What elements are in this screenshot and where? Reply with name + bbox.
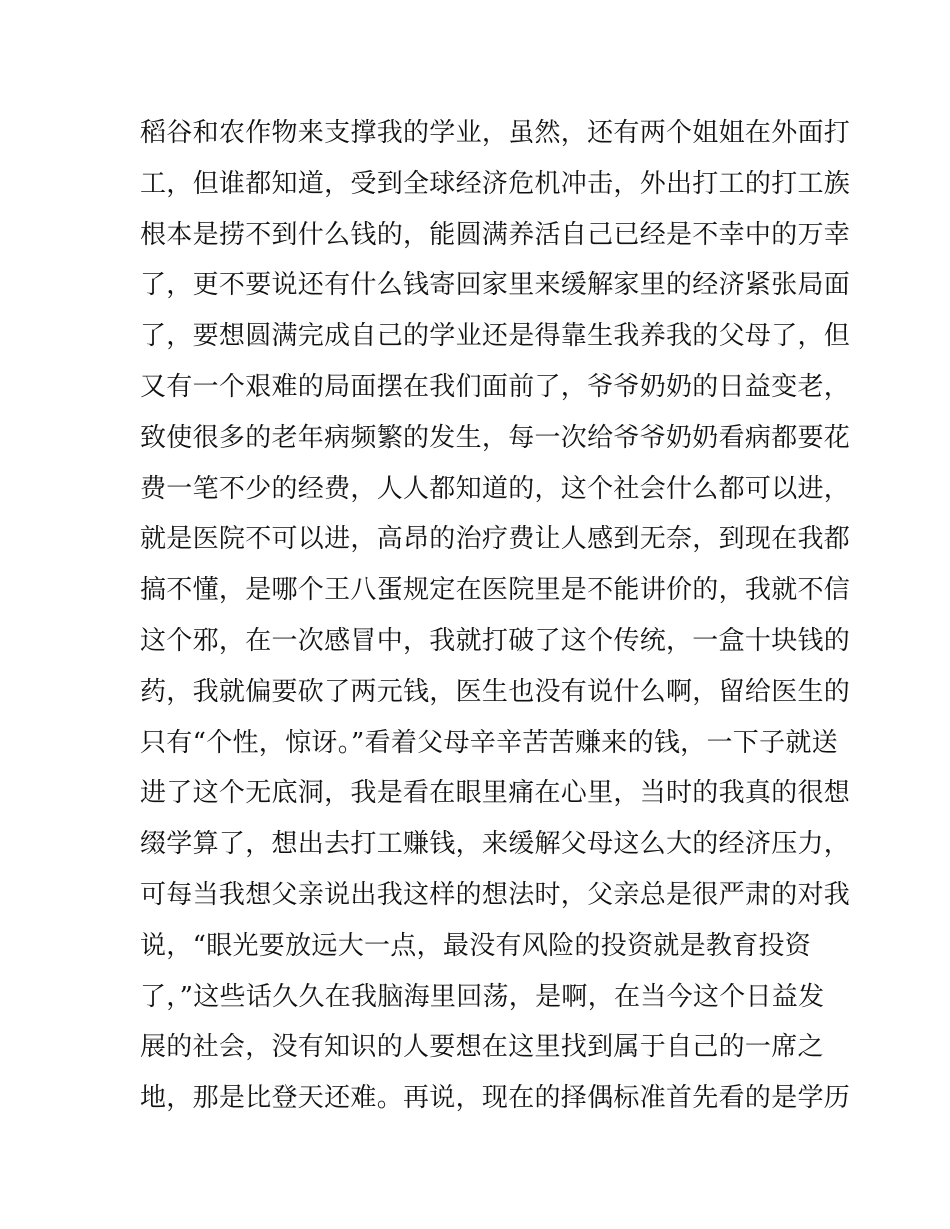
text-line: 了，”这些话久久在我脑海里回荡，是啊，在当今这个日益发: [140, 981, 825, 1012]
text-line: 工，但谁都知道，受到全球经济危机冲击，外出打工的打工族: [140, 168, 851, 199]
text-line: 地，那是比登天还难。再说，现在的择偶标准首先看的是学历: [140, 1083, 851, 1114]
body-text: [140, 108, 851, 1124]
text-line: 了，要想圆满完成自己的学业还是得靠生我养我的父母了，但: [140, 321, 851, 352]
text-line: 展的社会，没有知识的人要想在这里找到属于自己的一席之: [140, 1032, 824, 1063]
text-line: 又有一个艰难的局面摆在我们面前了，爷爷奶奶的日益变老，: [140, 371, 851, 402]
text-line: 可每当我想父亲说出我这样的想法时，父亲总是很严肃的对我: [140, 879, 851, 910]
text-line: 说，“眼光要放远大一点，最没有风险的投资就是教育投资: [140, 930, 812, 961]
text-line: 只有“个性，惊讶。”看着父母辛辛苦苦赚来的钱，一下子就送: [140, 727, 838, 758]
text-line: 致使很多的老年病频繁的发生，每一次给爷爷奶奶看病都要花: [140, 422, 851, 453]
text-line: 费一笔不少的经费，人人都知道的，这个社会什么都可以进，: [140, 473, 851, 504]
text-line: 就是医院不可以进，高昂的治疗费让人感到无奈，到现在我都: [140, 524, 851, 555]
text-line: 这个邪，在一次感冒中，我就打破了这个传统，一盒十块钱的: [140, 625, 851, 656]
text-line: 进了这个无底洞，我是看在眼里痛在心里，当时的我真的很想: [140, 778, 851, 809]
text-line: 根本是捞不到什么钱的，能圆满养活自己已经是不幸中的万幸: [140, 219, 851, 250]
text-line: 了，更不要说还有什么钱寄回家里来缓解家里的经济紧张局面: [140, 270, 851, 301]
text-line: 药，我就偏要砍了两元钱，医生也没有说什么啊，留给医生的: [140, 676, 851, 707]
text-line: 搞不懂，是哪个王八蛋规定在医院里是不能讲价的，我就不信: [140, 575, 851, 606]
text-line: 稻谷和农作物来支撑我的学业，虽然，还有两个姐姐在外面打: [140, 118, 851, 148]
text-line: 缀学算了，想出去打工赚钱，来缓解父母这么大的经济压力，: [140, 829, 851, 860]
